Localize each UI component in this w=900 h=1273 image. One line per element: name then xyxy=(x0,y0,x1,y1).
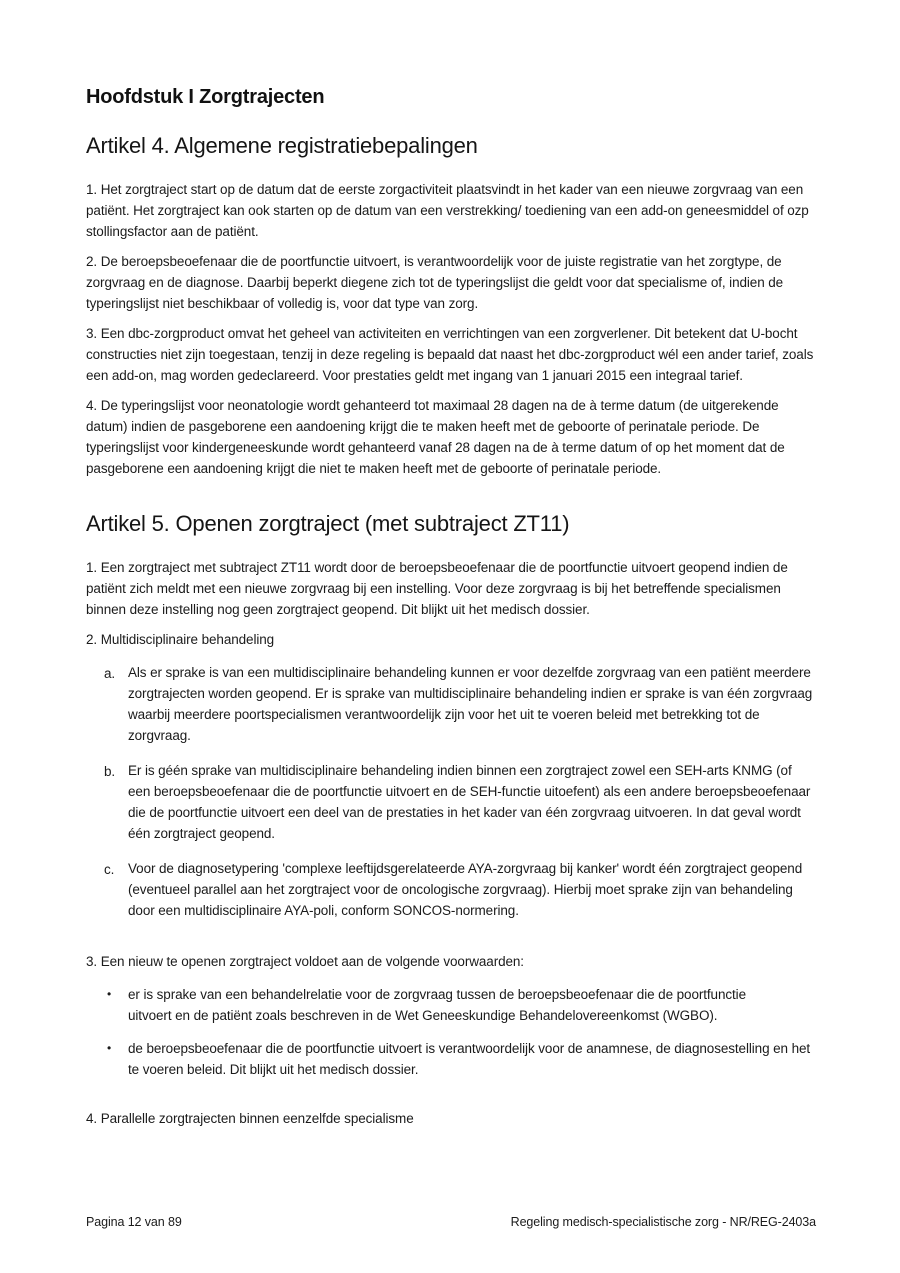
bullet-item-1 xyxy=(86,984,816,1026)
bullet-icon: • xyxy=(107,987,112,1001)
lettered-item-b xyxy=(86,760,816,844)
article4-heading: Artikel 4. Algemene registratiebepalingen xyxy=(86,133,478,158)
item-marker-c: c. xyxy=(104,862,115,877)
lettered-item-a xyxy=(86,662,816,746)
item-text-a: Als er sprake is van een multidisciplinaire behandeling kunnen er voor dezelfde zorgvraag van een patiënt meerdere zorgtrajecten worden geopend. Er is sprake van multidisciplinaire behandeling indien er sprake is van één zorgvraag waarbij meerdere poortspecialismen verantwoordelijk zijn voor het uit te voeren beleid met betrekking tot de zorgvraag. xyxy=(128,665,813,743)
item-marker-a: a. xyxy=(104,666,116,681)
item-text-b: Er is géén sprake van multidisciplinaire behandeling indien binnen een zorgtraject zowel een SEH-arts KNMG (of een beroepsbeoefenaar die de poortfunctie uitvoert en de SEH-functie uitoefent) als een andere beroepsbeoefenaar die de poortfunctie uitvoert een deel van de prestaties in het kader van één zorgvraag uitvoeren. In dat geval wordt één zorgtraject geopend. xyxy=(128,763,811,841)
article5-paragraph-4: 4. Parallelle zorgtrajecten binnen eenzelfde specialisme xyxy=(86,1111,414,1126)
bullet-icon: • xyxy=(107,1041,112,1055)
item-text-c: Voor de diagnosetypering 'complexe leeftijdsgerelateerde AYA-zorgvraag bij kanker' wordt één zorgtraject geopend (eventueel parallel aan het zorgtraject voor de oncologische zorgvraag). Hierbij moet sprake zijn van behandeling door een multidisciplinaire AYA-poli, conform SONCOS-normering. xyxy=(128,861,803,918)
page-footer xyxy=(86,1215,816,1229)
article5-heading: Artikel 5. Openen zorgtraject (met subtraject ZT11) xyxy=(86,511,570,536)
article4-paragraph-4: 4. De typeringslijst voor neonatologie wordt gehanteerd tot maximaal 28 dagen na de à terme datum (de uitgerekende datum) indien de pasgeborene een aandoening krijgt die te maken heeft met de geboorte of perinatale periode. De typeringslijst voor kindergeneeskunde wordt gehanteerd vanaf 28 dagen na de à terme datum of op het moment dat de pasgeborene een aandoening krijgt die niet te maken heeft met de geboorte of perinatale periode. xyxy=(86,398,785,476)
article4-paragraph-3: 3. Een dbc-zorgproduct omvat het geheel van activiteiten en verrichtingen van een zorgverlener. Dit betekent dat U-bocht constructies niet zijn toegestaan, tenzij in deze regeling is bepaald dat naast het dbc-zorgproduct wél een ander tarief, zoals een add-on, mag worden gedeclareerd. Voor prestaties geldt met ingang van 1 januari 2015 een integraal tarief. xyxy=(86,326,814,383)
article4-paragraph-2: 2. De beroepsbeoefenaar die de poortfunctie uitvoert, is verantwoordelijk voor de juiste registratie van het zorgtype, de zorgvraag en de diagnose. Daarbij beperkt diegene zich tot de typeringslijst die geldt voor dat specialisme of, indien de typeringslijst niet beschikbaar of volledig is, voor dat type van zorg. xyxy=(86,254,784,311)
bullet-item-2 xyxy=(86,1038,816,1080)
chapter-heading: Hoofdstuk I Zorgtrajecten xyxy=(86,86,325,108)
bullet-list xyxy=(86,984,816,1080)
bullet-text-1: er is sprake van een behandelrelatie voor de zorgvraag tussen de beroepsbeoefenaar die de poortfunctie uitvoert en de patiënt zoals beschreven in de Wet Geneeskundige Behandelovereenkomst (WGBO). xyxy=(128,987,746,1023)
footer-page-number: Pagina 12 van 89 xyxy=(86,1215,182,1229)
article5-paragraph-2: 2. Multidisciplinaire behandeling xyxy=(86,632,275,647)
article5-paragraph-1: 1. Een zorgtraject met subtraject ZT11 wordt door de beroepsbeoefenaar die de poortfunctie uitvoert geopend indien de patiënt zich meldt met een nieuwe zorgvraag bij een instelling. Voor deze zorgvraag is bij het betreffende specialismen binnen deze instelling nog geen zorgtraject geopend. Dit blijkt uit het medisch dossier. xyxy=(86,560,788,617)
item-marker-b: b. xyxy=(104,764,116,779)
lettered-item-c xyxy=(86,858,816,921)
footer-document-ref: Regeling medisch-specialistische zorg - NR/REG-2403a xyxy=(510,1215,816,1229)
lettered-list xyxy=(86,662,816,921)
bullet-text-2: de beroepsbeoefenaar die de poortfunctie uitvoert is verantwoordelijk voor de anamnese, de diagnosestelling en het te voeren beleid. Dit blijkt uit het medisch dossier. xyxy=(128,1041,811,1077)
article4-paragraph-1: 1. Het zorgtraject start op de datum dat de eerste zorgactiviteit plaatsvindt in het kader van een nieuwe zorgvraag van een patiënt. Het zorgtraject kan ook starten op de datum van een verstrekking/ toediening van een add-on geneesmiddel of ozp stollingsfactor aan de patiënt. xyxy=(86,182,809,239)
article5-paragraph-3: 3. Een nieuw te openen zorgtraject voldoet aan de volgende voorwaarden: xyxy=(86,954,524,969)
